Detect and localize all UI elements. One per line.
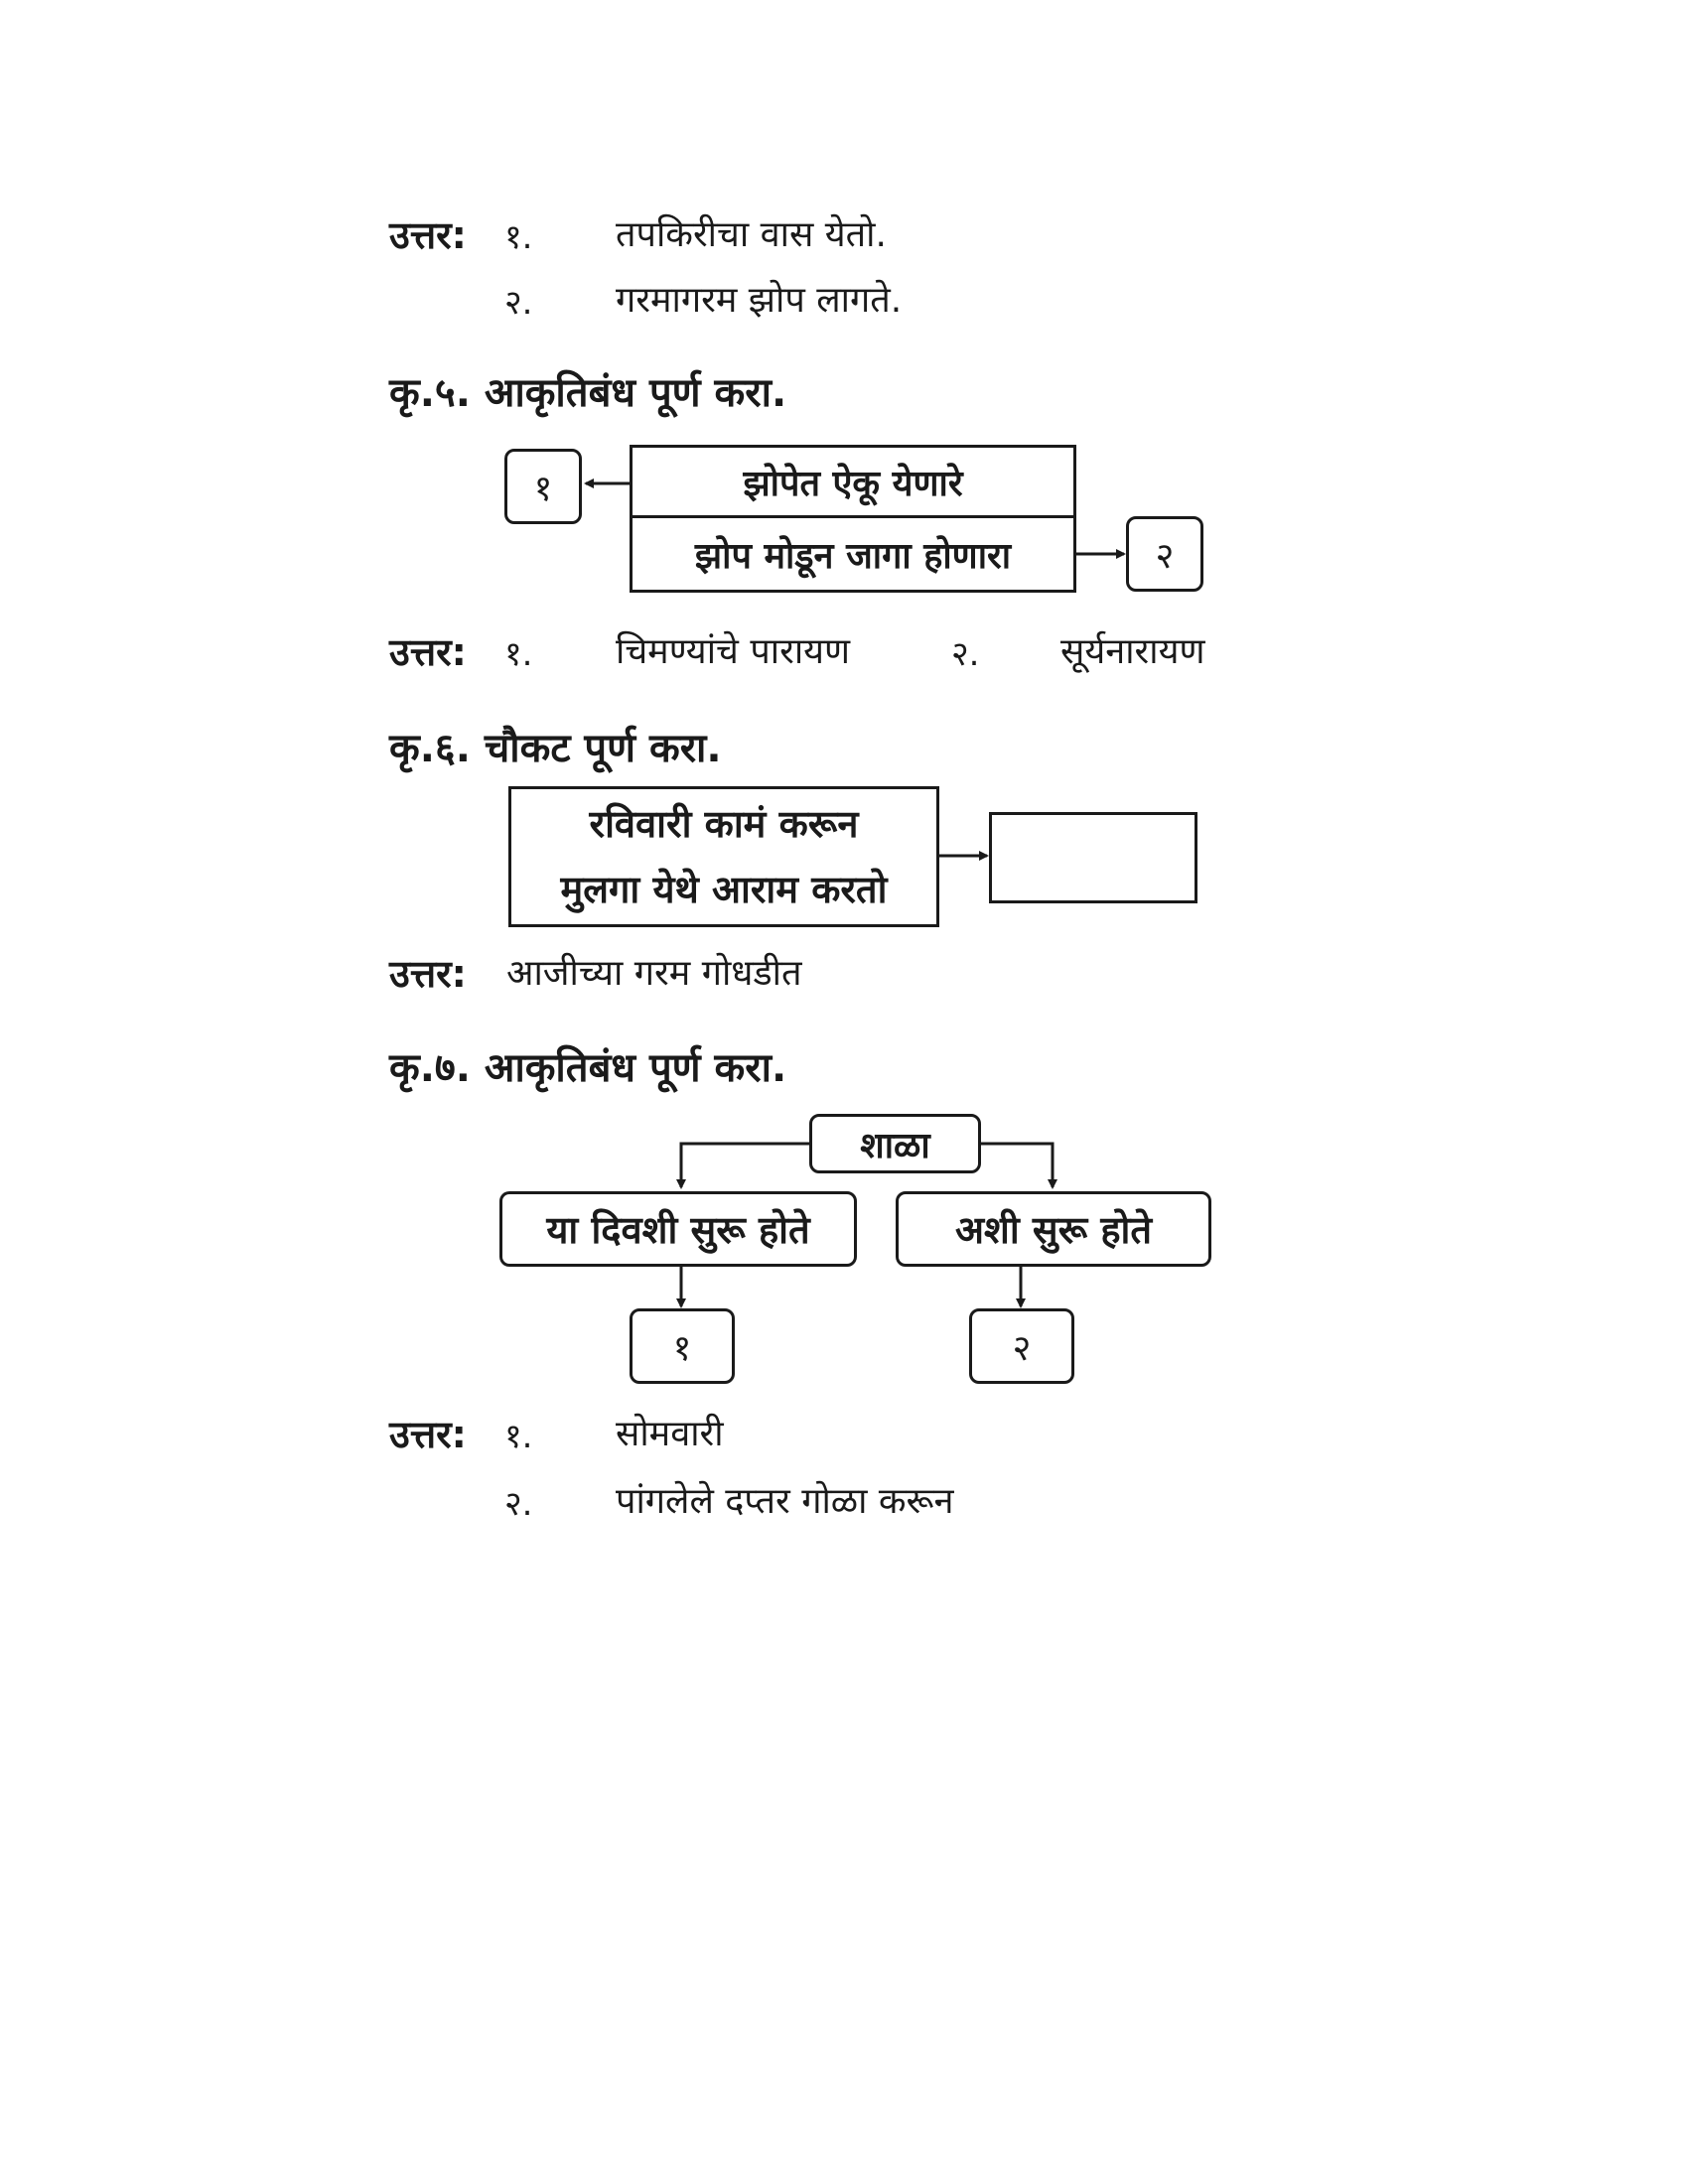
q5-answer-num1: १. [504,634,533,674]
q5-answer-num2: २. [951,634,980,674]
q7-center-box: शाळा [809,1114,981,1173]
q6-heading: कृ.६. चौकट पूर्ण करा. [389,726,722,771]
q5-box-bottom: झोप मोडून जागा होणारा [630,515,1076,593]
q6-box-line2: मुलगा येथे आराम करतो [560,868,888,911]
q6-box-statement [508,786,939,927]
q7-left-box: या दिवशी सुरू होते [499,1191,857,1267]
q7-heading: कृ.७. आकृतिबंध पूर्ण करा. [389,1045,787,1091]
q5-blank-box-1: १ [504,449,582,524]
q7-answer-text2: पांगलेले दप्तर गोळा करून [616,1481,954,1522]
q7-right-box: अशी सुरू होते [896,1191,1211,1267]
q6-answer-text: आजीच्या गरम गोधडीत [506,953,802,994]
q5-answer-text1: चिमण्यांचे पारायण [616,631,851,672]
q4-answer-num1: १. [504,217,533,257]
q6-box-line1: रविवारी कामं करून [589,802,859,846]
q6-empty-box [989,812,1197,903]
q5-answer-label: उत्तर: [389,630,467,674]
q5-box-top: झोपेत ऐकू येणारे [630,445,1076,518]
q4-answer-text2: गरमागरम झोप लागते. [616,280,903,321]
q6-answer-label: उत्तर: [389,952,467,996]
q7-blank-box-1: १ [630,1308,735,1384]
q7-branch-right [981,1144,1053,1187]
q7-blank-box-2: २ [969,1308,1074,1384]
q4-answer-text1: तपकिरीचा वास येतो. [616,214,887,255]
q7-branch-left [681,1144,809,1187]
q5-answer-text2: सूर्यनारायण [1060,631,1205,672]
q5-heading: कृ.५. आकृतिबंध पूर्ण करा. [389,370,787,416]
q7-answer-text1: सोमवारी [616,1414,724,1454]
q7-answer-num1: १. [504,1417,533,1456]
q4-answer-label: उत्तर: [389,213,467,257]
q7-answer-num2: २. [504,1484,533,1524]
q4-answer-num2: २. [504,283,533,323]
q5-blank-box-2: २ [1126,516,1203,592]
q7-answer-label: उत्तर: [389,1413,467,1456]
